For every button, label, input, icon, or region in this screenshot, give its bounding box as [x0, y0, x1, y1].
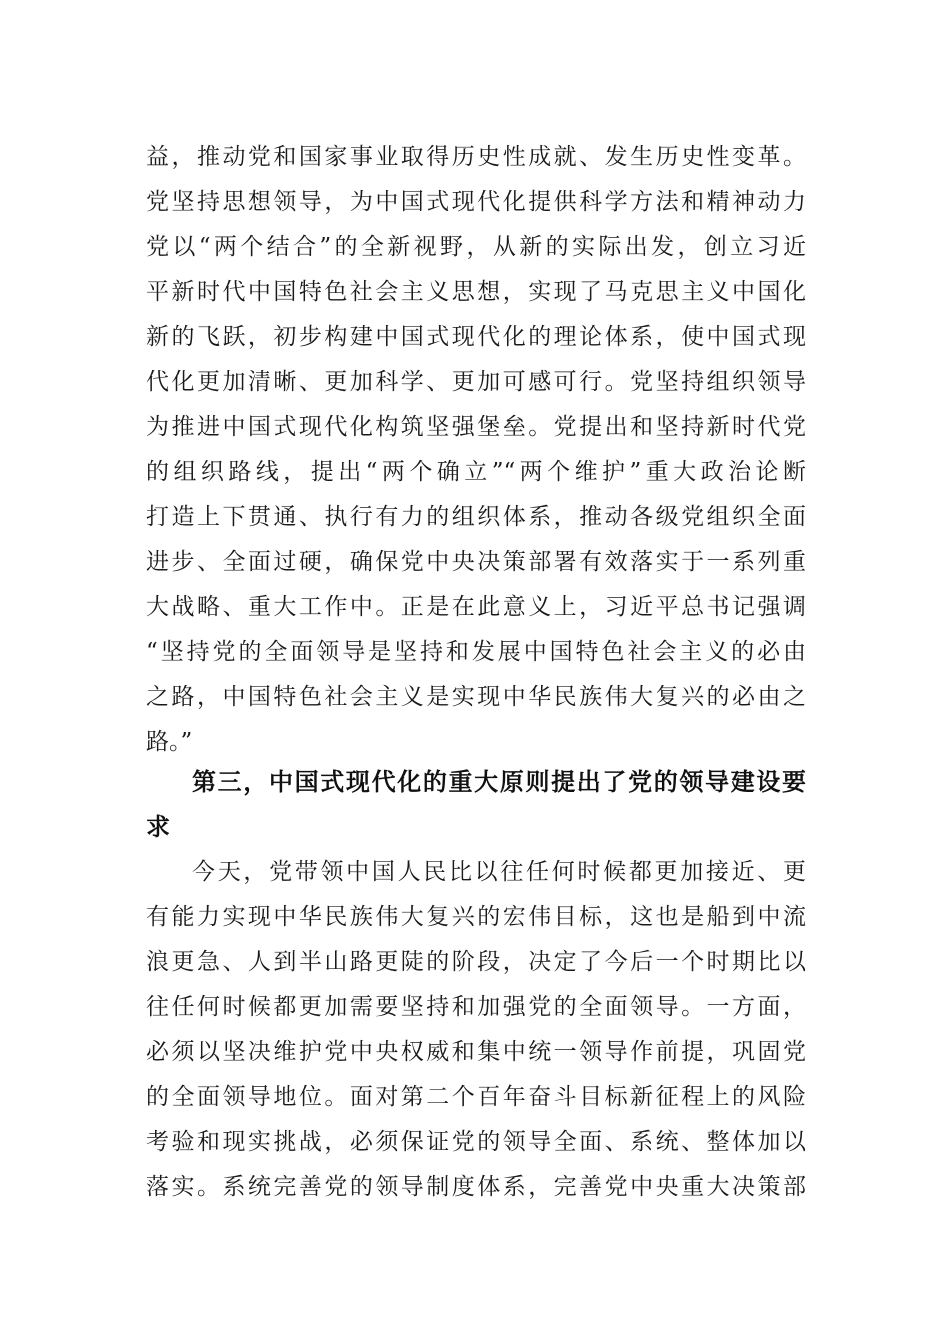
text-line: 有能力实现中华民族伟大复兴的宏伟目标，这也是船到中流: [146, 904, 806, 930]
text-line: 的全面领导地位。面对第二个百年奋斗目标新征程上的风险: [146, 1084, 806, 1110]
text-line: 考验和现实挑战，必须保证党的领导全面、系统、整体加以: [146, 1129, 806, 1155]
text-line: 进步、全面过硬，确保党中央决策部署有效落实于一系列重: [146, 549, 806, 575]
text-line: 党坚持思想领导，为中国式现代化提供科学方法和精神动力: [146, 189, 806, 215]
text-line: 之路，中国特色社会主义是实现中华民族伟大复兴的必由之: [146, 684, 806, 710]
paragraph-leadership-requirements: [146, 850, 806, 1210]
heading-line: 第三，中国式现代化的重大原则提出了党的领导建设要: [192, 768, 806, 796]
text-line: 往任何时候都更加需要坚持和加强党的全面领导。一方面，: [146, 994, 806, 1020]
text-line: 落实。系统完善党的领导制度体系，完善党中央重大决策部: [146, 1174, 806, 1200]
text-line: 为推进中国式现代化构筑坚强堡垒。党提出和坚持新时代党: [146, 414, 806, 440]
text-line: 打造上下贯通、执行有力的组织体系，推动各级党组织全面: [146, 504, 806, 530]
text-line: 必须以坚决维护党中央权威和集中统一领导作前提，巩固党: [146, 1039, 806, 1065]
heading-line: 求: [146, 813, 170, 841]
text-line: 代化更加清晰、更加科学、更加可感可行。党坚持组织领导: [146, 369, 806, 395]
text-line: 益，推动党和国家事业取得历史性成就、发生历史性变革。: [146, 144, 806, 170]
text-line: 党以“两个结合”的全新视野，从新的实际出发，创立习近: [146, 234, 806, 260]
text-line: “坚持党的全面领导是坚持和发展中国特色社会主义的必由: [146, 639, 806, 665]
text-line: 浪更急、人到半山路更陡的阶段，决定了今后一个时期比以: [146, 949, 806, 975]
text-line: 平新时代中国特色社会主义思想，实现了马克思主义中国化: [146, 279, 806, 305]
section-heading: [146, 760, 806, 850]
text-line: 大战略、重大工作中。正是在此意义上，习近平总书记强调: [146, 594, 806, 620]
text-line: 今天，党带领中国人民比以往任何时候都更加接近、更: [192, 859, 806, 885]
text-line: 新的飞跃，初步构建中国式现代化的理论体系，使中国式现: [146, 324, 806, 350]
text-line: 路。”: [146, 729, 193, 755]
text-line: 的组织路线，提出“两个确立”“两个维护”重大政治论断: [146, 459, 806, 485]
paragraph-organizational-leadership: [146, 135, 806, 765]
